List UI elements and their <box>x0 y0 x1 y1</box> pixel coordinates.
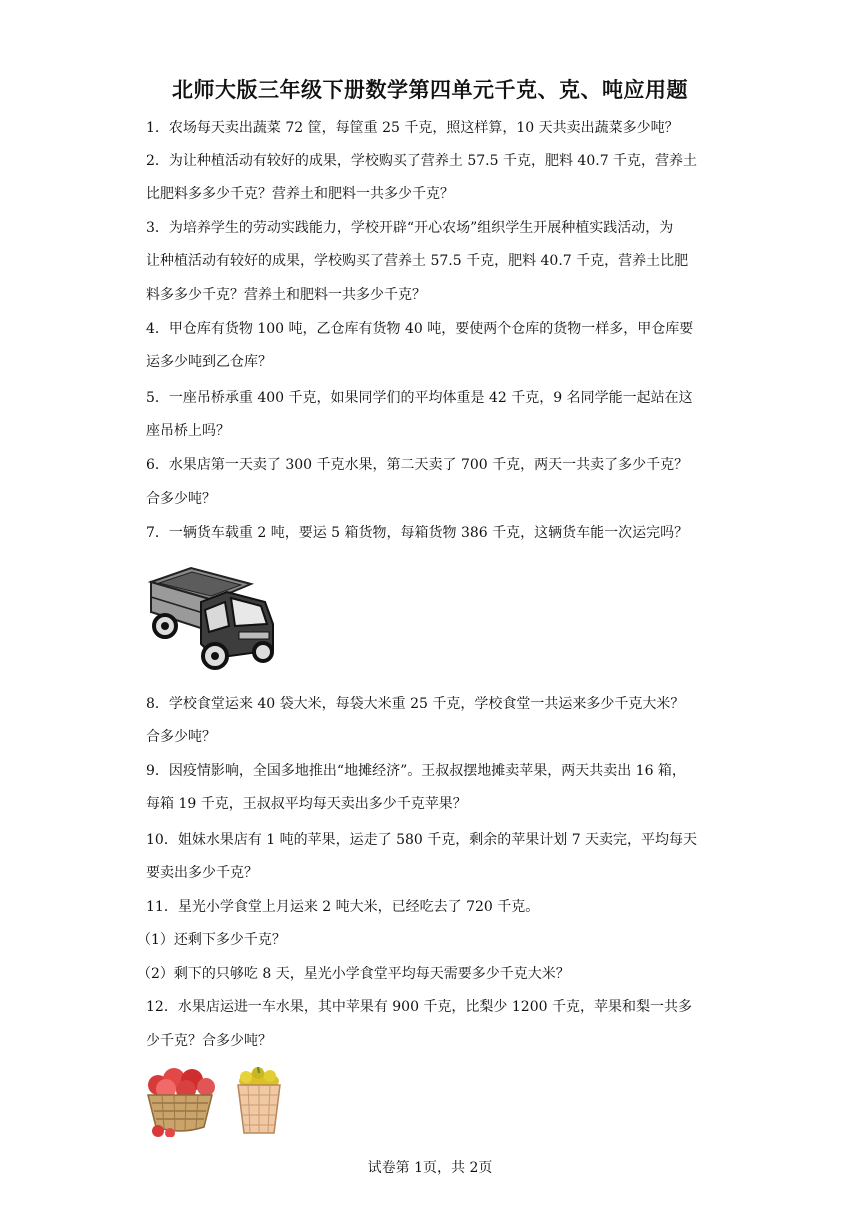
pear-basket-icon <box>232 1065 286 1137</box>
question-11-part-2: （2）剩下的只够吃 8 天，星光小学食堂平均每天需要多少千克大米？ <box>137 966 570 982</box>
document-title: 北师大版三年级下册数学第四单元千克、克、吨应用题 <box>172 78 688 102</box>
question-2-line-2: 比肥料多多少千克？营养土和肥料一共多少千克？ <box>146 186 454 202</box>
apple-basket-icon <box>144 1065 216 1137</box>
question-8-line-2: 合多少吨？ <box>146 729 216 745</box>
question-10-line-1: 10．姐妹水果店有 1 吨的苹果，运走了 580 千克，剩余的苹果计划 7 天卖完，平均每天 <box>146 832 698 848</box>
question-11-part-1: （1）还剩下多少千克？ <box>137 932 286 948</box>
question-1-line-1: 1．农场每天卖出蔬菜 72 筐，每筐重 25 千克，照这样算，10 天共卖出蔬菜多少吨？ <box>146 120 679 136</box>
question-3-line-2: 让种植活动有较好的成果，学校购买了营养土 57.5 千克，肥料 40.7 千克，营养土比肥 <box>146 253 689 269</box>
question-3-line-3: 料多多少千克？营养土和肥料一共多少千克？ <box>146 287 426 303</box>
question-4-line-1: 4．甲仓库有货物 100 吨，乙仓库有货物 40 吨，要使两个仓库的货物一样多，甲仓库要 <box>146 321 694 337</box>
question-10-line-2: 要卖出多少千克？ <box>146 865 258 881</box>
question-12-line-2: 少千克？合多少吨？ <box>146 1033 272 1049</box>
question-5-line-2: 座吊桥上吗？ <box>146 423 230 439</box>
question-5-line-1: 5．一座吊桥承重 400 千克，如果同学们的平均体重是 42 千克，9 名同学能一起站在这 <box>146 390 693 406</box>
question-6-line-1: 6．水果店第一天卖了 300 千克水果，第二天卖了 700 千克，两天一共卖了多少千克？ <box>146 457 689 473</box>
question-11-line-1: 11．星光小学食堂上月运来 2 吨大米，已经吃去了 720 千克。 <box>146 899 540 915</box>
question-3-line-1: 3．为培养学生的劳动实践能力，学校开辟“开心农场”组织学生开展种植实践活动，为 <box>146 220 674 236</box>
question-9-line-1: 9．因疫情影响，全国多地推出“地摊经济”。王叔叔摆地摊卖苹果，两天共卖出 16 箱， <box>146 763 686 779</box>
question-2-line-1: 2．为让种植活动有较好的成果，学校购买了营养土 57.5 千克，肥料 40.7 千克，营养土 <box>146 153 698 169</box>
page-footer: 试卷第 1页，共 2页 <box>367 1160 493 1176</box>
question-12-line-1: 12．水果店运进一车水果，其中苹果有 900 千克，比梨少 1200 千克，苹果和梨一共多 <box>146 999 692 1015</box>
truck-icon <box>143 562 283 672</box>
question-7-line-1: 7．一辆货车载重 2 吨，要运 5 箱货物，每箱货物 386 千克，这辆货车能一次运完吗？ <box>146 525 689 541</box>
question-8-line-1: 8．学校食堂运来 40 袋大米，每袋大米重 25 千克，学校食堂一共运来多少千克大米？ <box>146 696 685 712</box>
question-4-line-2: 运多少吨到乙仓库？ <box>146 354 272 370</box>
question-6-line-2: 合多少吨？ <box>146 491 216 507</box>
question-9-line-2: 每箱 19 千克，王叔叔平均每天卖出多少千克苹果？ <box>146 796 467 812</box>
